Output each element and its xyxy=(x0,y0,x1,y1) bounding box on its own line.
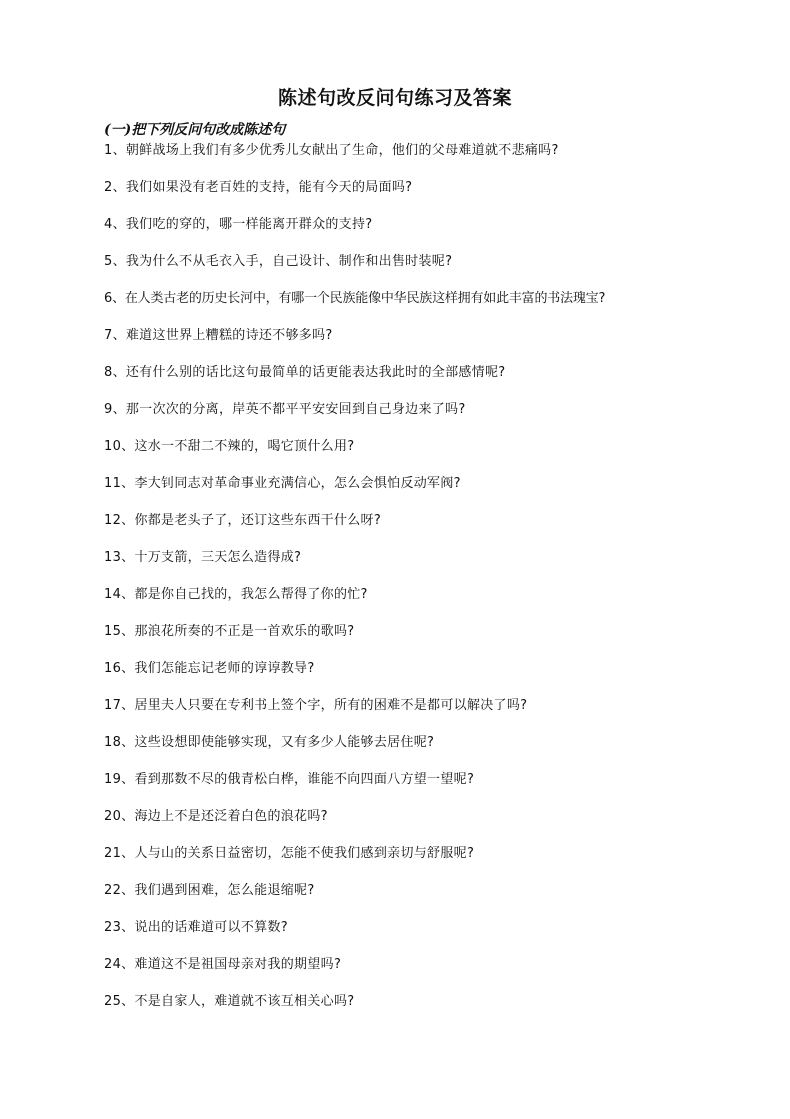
list-item: 8、还有什么别的话比这句最简单的话更能表达我此时的全部感情呢? xyxy=(104,365,506,380)
list-item: 16、我们怎能忘记老师的谆谆教导? xyxy=(104,661,315,676)
list-item: 17、居里夫人只要在专利书上签个字，所有的困难不是都可以解决了吗? xyxy=(104,698,528,713)
list-item: 19、看到那数不尽的俄青松白桦，谁能不向四面八方望一望呢? xyxy=(104,772,475,787)
list-item: 13、十万支箭，三天怎么造得成? xyxy=(104,550,302,565)
list-item: 10、这水一不甜二不辣的，喝它顶什么用? xyxy=(104,439,355,454)
list-item: 12、你都是老头子了，还订这些东西干什么呀? xyxy=(104,513,382,528)
list-item: 4、我们吃的穿的，哪一样能离开群众的支持? xyxy=(104,217,373,232)
list-item: 23、说出的话难道可以不算数? xyxy=(104,920,288,935)
list-item: 21、人与山的关系日益密切，怎能不使我们感到亲切与舒服呢? xyxy=(104,846,475,861)
list-item: 9、那一次次的分离，岸英不都平平安安回到自己身边来了吗? xyxy=(104,402,466,417)
list-item: 11、李大钊同志对革命事业充满信心，怎么会惧怕反动军阀? xyxy=(104,476,461,491)
list-item: 20、海边上不是还泛着白色的浪花吗? xyxy=(104,809,328,824)
list-item: 5、我为什么不从毛衣入手，自己设计、制作和出售时装呢? xyxy=(104,254,453,269)
section-heading: (一)把下列反问句改成陈述句 xyxy=(104,122,286,138)
document-title: 陈述句改反问句练习及答案 xyxy=(277,87,512,109)
list-item: 15、那浪花所奏的不正是一首欢乐的歌吗? xyxy=(104,624,355,639)
list-item: 1、朝鲜战场上我们有多少优秀儿女献出了生命，他们的父母难道就不悲痛吗? xyxy=(104,143,559,158)
list-item: 2、我们如果没有老百姓的支持，能有今天的局面吗? xyxy=(104,180,413,195)
list-item: 7、难道这世界上糟糕的诗还不够多吗? xyxy=(104,328,333,343)
list-item: 6、在人类古老的历史长河中，有哪一个民族能像中华民族这样拥有如此丰富的书法瑰宝? xyxy=(104,291,606,306)
list-item: 22、我们遇到困难，怎么能退缩呢? xyxy=(104,883,315,898)
list-item: 18、这些设想即使能够实现，又有多少人能够去居住呢? xyxy=(104,735,435,750)
list-item: 14、都是你自己找的，我怎么帮得了你的忙? xyxy=(104,587,368,602)
list-item: 24、难道这不是祖国母亲对我的期望吗? xyxy=(104,957,342,972)
question-list xyxy=(104,142,764,1030)
list-item: 25、不是自家人，难道就不该互相关心吗? xyxy=(104,994,355,1009)
